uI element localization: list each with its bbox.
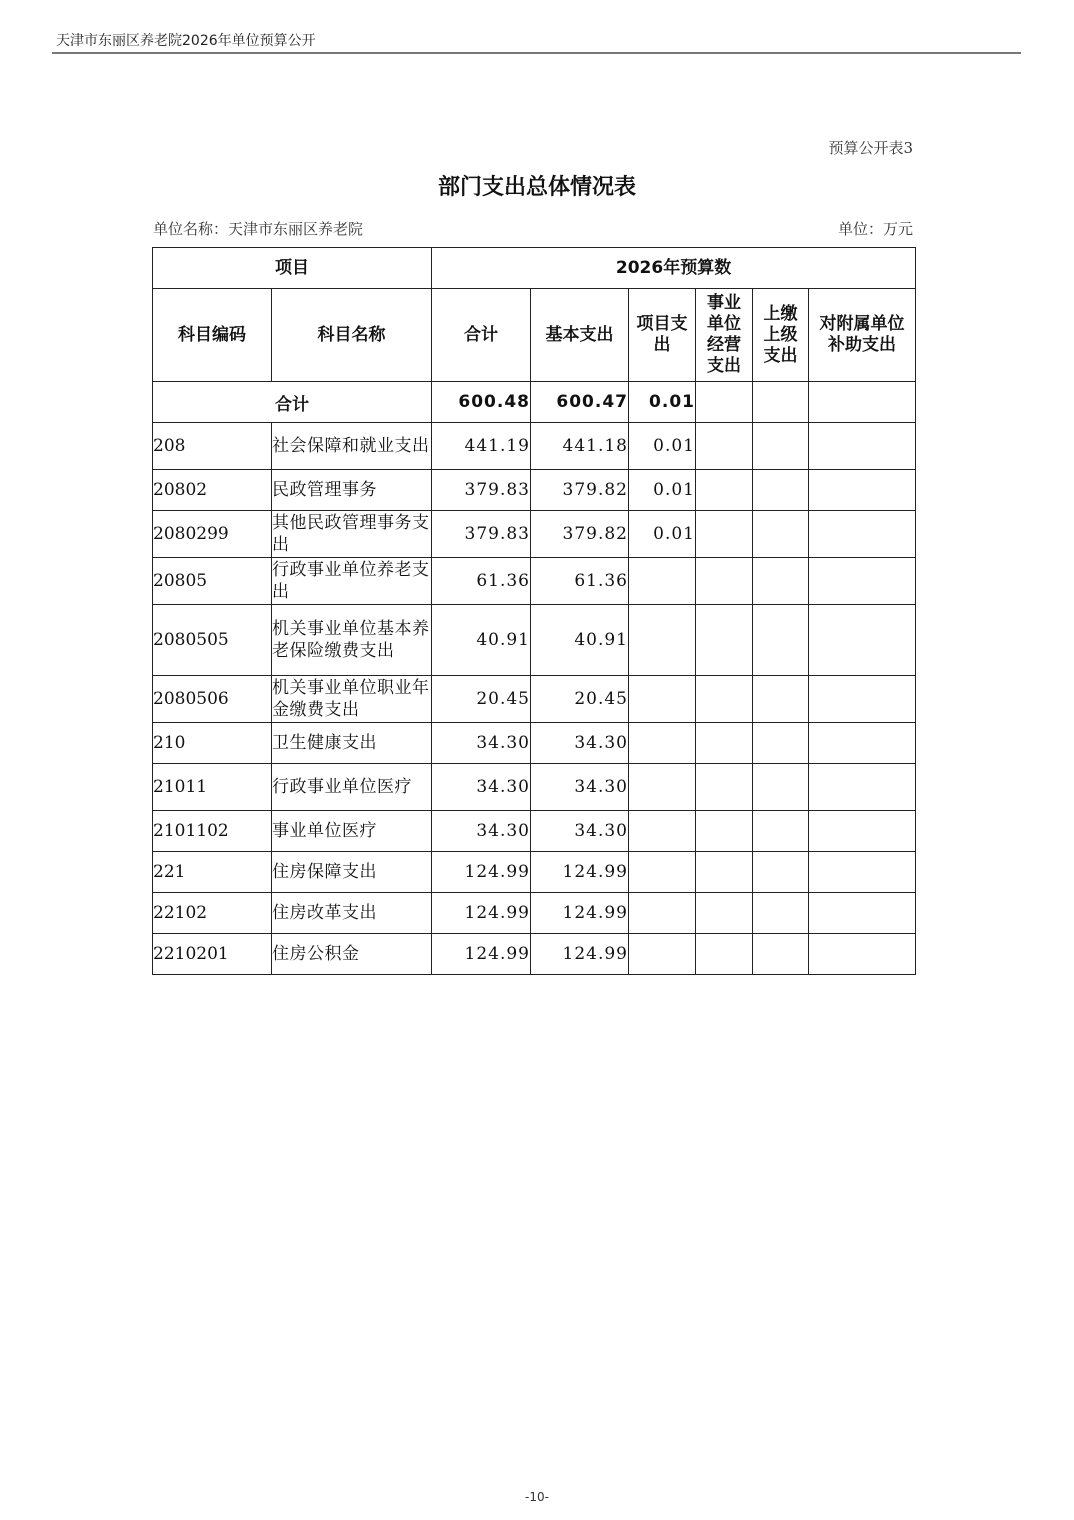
row-total: 379.83 <box>432 470 531 511</box>
row-name: 机关事业单位职业年金缴费支出 <box>272 676 432 723</box>
table-row <box>153 470 916 511</box>
row-business <box>696 423 753 470</box>
row-basic: 20.45 <box>531 676 629 723</box>
table-row <box>153 676 916 723</box>
row-project <box>629 558 696 605</box>
row-total: 124.99 <box>432 852 531 893</box>
col-header-upper: 上缴上级支出 <box>753 289 809 382</box>
unit-name-label: 单位名称：天津市东丽区养老院 <box>153 220 364 238</box>
row-project <box>629 893 696 934</box>
row-code: 20805 <box>153 558 272 605</box>
document-header-title: 天津市东丽区养老院2026年单位预算公开 <box>56 33 316 49</box>
row-name: 其他民政管理事务支出 <box>272 511 432 558</box>
total-project: 0.01 <box>629 382 696 423</box>
row-code: 22102 <box>153 893 272 934</box>
row-upper <box>753 470 809 511</box>
row-name: 机关事业单位基本养老保险缴费支出 <box>272 605 432 676</box>
row-code: 210 <box>153 723 272 764</box>
row-code: 21011 <box>153 764 272 811</box>
row-basic: 34.30 <box>531 723 629 764</box>
table-row <box>153 605 916 676</box>
row-name: 行政事业单位养老支出 <box>272 558 432 605</box>
row-business <box>696 511 753 558</box>
column-header-row <box>153 289 916 382</box>
row-name: 民政管理事务 <box>272 470 432 511</box>
row-name: 社会保障和就业支出 <box>272 423 432 470</box>
row-basic: 441.18 <box>531 423 629 470</box>
row-name: 住房公积金 <box>272 934 432 975</box>
row-business <box>696 470 753 511</box>
row-code: 2080506 <box>153 676 272 723</box>
row-upper <box>753 676 809 723</box>
row-total: 34.30 <box>432 811 531 852</box>
row-upper <box>753 764 809 811</box>
row-name: 住房保障支出 <box>272 852 432 893</box>
row-project <box>629 764 696 811</box>
group-header-budget: 2026年预算数 <box>432 248 916 289</box>
row-basic: 61.36 <box>531 558 629 605</box>
row-subsidiary <box>809 511 916 558</box>
col-header-name: 科目名称 <box>272 289 432 382</box>
row-basic: 124.99 <box>531 934 629 975</box>
total-basic: 600.47 <box>531 382 629 423</box>
row-total: 379.83 <box>432 511 531 558</box>
expenditure-table <box>152 247 916 975</box>
page-number: -10- <box>525 1490 549 1504</box>
row-subsidiary <box>809 764 916 811</box>
row-project <box>629 676 696 723</box>
row-code: 2210201 <box>153 934 272 975</box>
row-code: 208 <box>153 423 272 470</box>
page-title: 部门支出总体情况表 <box>437 175 636 200</box>
col-header-code: 科目编码 <box>153 289 272 382</box>
row-code: 221 <box>153 852 272 893</box>
row-project: 0.01 <box>629 511 696 558</box>
row-business <box>696 605 753 676</box>
row-upper <box>753 423 809 470</box>
row-total: 34.30 <box>432 764 531 811</box>
row-upper <box>753 934 809 975</box>
row-code: 20802 <box>153 470 272 511</box>
row-business <box>696 558 753 605</box>
row-name: 行政事业单位医疗 <box>272 764 432 811</box>
row-business <box>696 676 753 723</box>
row-project <box>629 852 696 893</box>
row-project: 0.01 <box>629 423 696 470</box>
row-total: 34.30 <box>432 723 531 764</box>
row-upper <box>753 723 809 764</box>
col-header-project: 项目支出 <box>629 289 696 382</box>
row-code: 2101102 <box>153 811 272 852</box>
row-project <box>629 723 696 764</box>
row-total: 124.99 <box>432 934 531 975</box>
table-row <box>153 423 916 470</box>
col-header-basic: 基本支出 <box>531 289 629 382</box>
row-project <box>629 605 696 676</box>
row-upper <box>753 605 809 676</box>
row-subsidiary <box>809 811 916 852</box>
table-row <box>153 893 916 934</box>
total-upper <box>753 382 809 423</box>
table-row <box>153 558 916 605</box>
row-basic: 34.30 <box>531 764 629 811</box>
row-name: 事业单位医疗 <box>272 811 432 852</box>
row-basic: 379.82 <box>531 511 629 558</box>
total-subsidiary <box>809 382 916 423</box>
table-row <box>153 811 916 852</box>
row-business <box>696 893 753 934</box>
row-subsidiary <box>809 893 916 934</box>
row-basic: 124.99 <box>531 893 629 934</box>
total-label: 合计 <box>153 382 432 423</box>
table-row <box>153 764 916 811</box>
row-total: 20.45 <box>432 676 531 723</box>
header-divider <box>52 52 1021 54</box>
row-name: 住房改革支出 <box>272 893 432 934</box>
table-row <box>153 934 916 975</box>
total-business <box>696 382 753 423</box>
row-business <box>696 764 753 811</box>
row-name: 卫生健康支出 <box>272 723 432 764</box>
table-row <box>153 852 916 893</box>
row-subsidiary <box>809 852 916 893</box>
row-upper <box>753 852 809 893</box>
row-project <box>629 934 696 975</box>
row-upper <box>753 558 809 605</box>
row-business <box>696 723 753 764</box>
row-total: 441.19 <box>432 423 531 470</box>
row-code: 2080505 <box>153 605 272 676</box>
col-header-business: 事业单位经营支出 <box>696 289 753 382</box>
table-row <box>153 723 916 764</box>
table-id-label: 预算公开表3 <box>828 139 913 157</box>
unit-measure-label: 单位：万元 <box>837 220 913 238</box>
row-subsidiary <box>809 934 916 975</box>
row-business <box>696 811 753 852</box>
row-subsidiary <box>809 723 916 764</box>
row-basic: 124.99 <box>531 852 629 893</box>
row-basic: 379.82 <box>531 470 629 511</box>
row-subsidiary <box>809 558 916 605</box>
col-header-total: 合计 <box>432 289 531 382</box>
row-total: 124.99 <box>432 893 531 934</box>
row-subsidiary <box>809 423 916 470</box>
row-business <box>696 934 753 975</box>
row-subsidiary <box>809 605 916 676</box>
group-header-items: 项目 <box>153 248 432 289</box>
row-project: 0.01 <box>629 470 696 511</box>
row-basic: 40.91 <box>531 605 629 676</box>
total-value: 600.48 <box>432 382 531 423</box>
row-upper <box>753 893 809 934</box>
row-upper <box>753 511 809 558</box>
row-subsidiary <box>809 470 916 511</box>
row-total: 61.36 <box>432 558 531 605</box>
col-header-subsidiary: 对附属单位补助支出 <box>809 289 916 382</box>
row-subsidiary <box>809 676 916 723</box>
row-upper <box>753 811 809 852</box>
total-row <box>153 382 916 423</box>
row-business <box>696 852 753 893</box>
row-code: 2080299 <box>153 511 272 558</box>
row-project <box>629 811 696 852</box>
row-basic: 34.30 <box>531 811 629 852</box>
row-total: 40.91 <box>432 605 531 676</box>
table-row <box>153 511 916 558</box>
group-header-row <box>153 248 916 289</box>
